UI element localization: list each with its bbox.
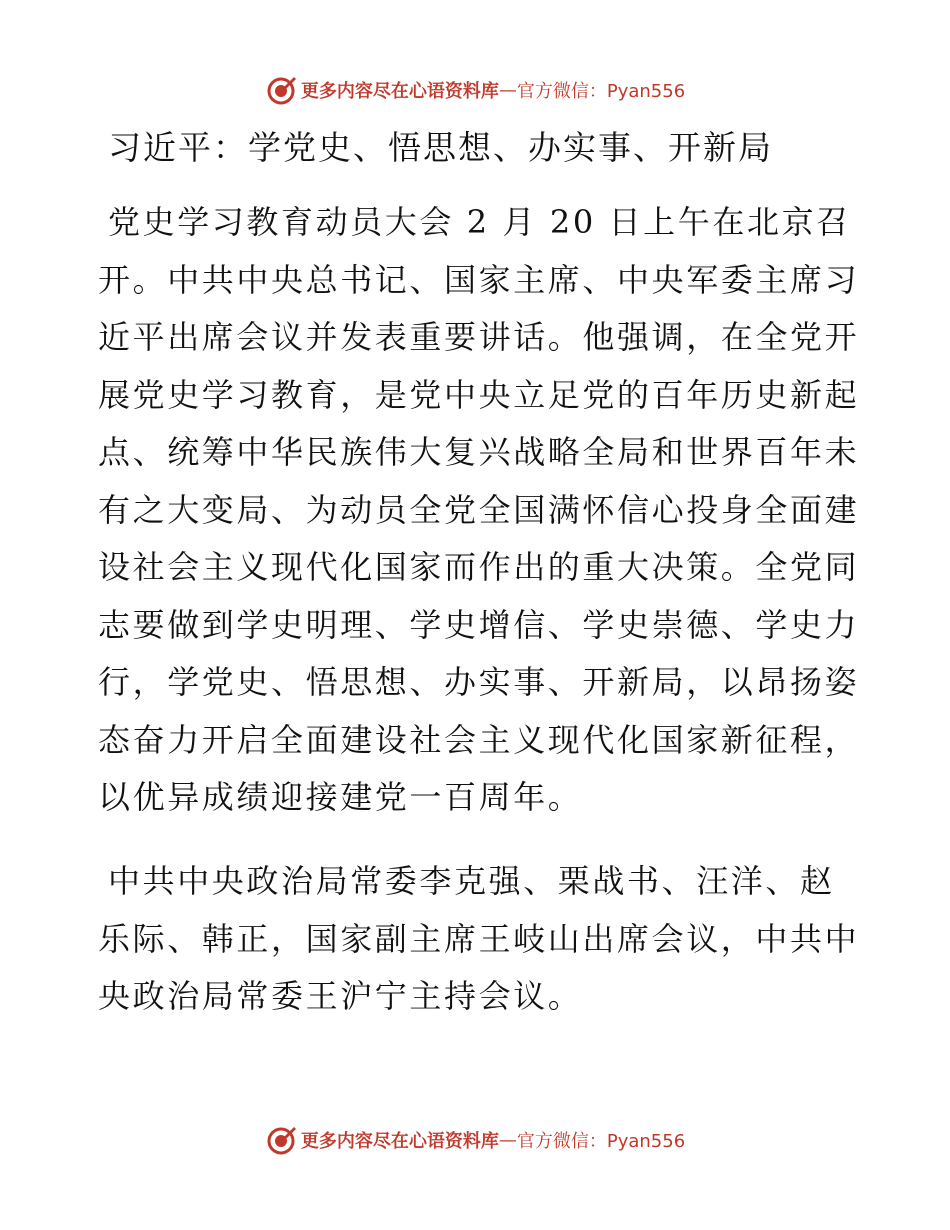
paragraph-line: 乐际、韩正，国家副主席王岐山出席会议，中共中 — [98, 919, 860, 958]
paragraph-line: 有之大变局、为动员全党全国满怀信心投身全面建 — [98, 490, 860, 529]
watermark-separator: — — [498, 79, 517, 101]
paragraph-line: 党史学习教育动员大会 2 月 20 日上午在北京召 — [108, 203, 851, 241]
paragraph-line: 中共中央政治局常委李克强、栗战书、汪洋、赵 — [108, 862, 835, 900]
watermark-brand: 更多内容尽在心语资料库 — [300, 1131, 499, 1152]
watermark-brand: 更多内容尽在心语资料库 — [300, 81, 499, 102]
header-watermark — [0, 70, 950, 110]
paragraph-line: 以优异成绩迎接建党一百周年。 — [98, 778, 583, 816]
paragraph-line: 设社会主义现代化国家而作出的重大决策。全党同 — [98, 548, 860, 586]
paragraph-line: 央政治局常委王沪宁主持会议。 — [98, 977, 583, 1015]
paragraph-line: 态奋力开启全面建设社会主义现代化国家新征程， — [98, 720, 860, 759]
paragraph-line: 行，学党史、悟思想、办实事、开新局，以昂扬姿 — [98, 663, 860, 701]
paragraph-line: 志要做到学史明理、学史增信、学史崇德、学史力 — [98, 605, 860, 644]
paragraph-2 — [98, 853, 858, 1026]
paragraph-line: 近平出席会议并发表重要讲话。他强调，在全党开 — [98, 318, 860, 356]
document-title: 习近平：学党史、悟思想、办实事、开新局 — [108, 128, 773, 167]
watermark-separator: — — [498, 1129, 517, 1151]
pen-logo-icon — [265, 74, 297, 106]
footer-watermark — [0, 1120, 950, 1160]
watermark-contact: 官方微信：Pyan556 — [516, 1131, 686, 1152]
watermark-contact: 官方微信：Pyan556 — [516, 81, 686, 102]
paragraph-line: 开。中共中央总书记、国家主席、中央军委主席习 — [98, 260, 860, 299]
paragraph-1 — [98, 194, 858, 827]
paragraph-line: 点、统筹中华民族伟大复兴战略全局和世界百年未 — [98, 433, 860, 471]
paragraph-line: 展党史学习教育，是党中央立足党的百年历史新起 — [98, 375, 860, 414]
pen-logo-icon — [265, 1124, 297, 1156]
